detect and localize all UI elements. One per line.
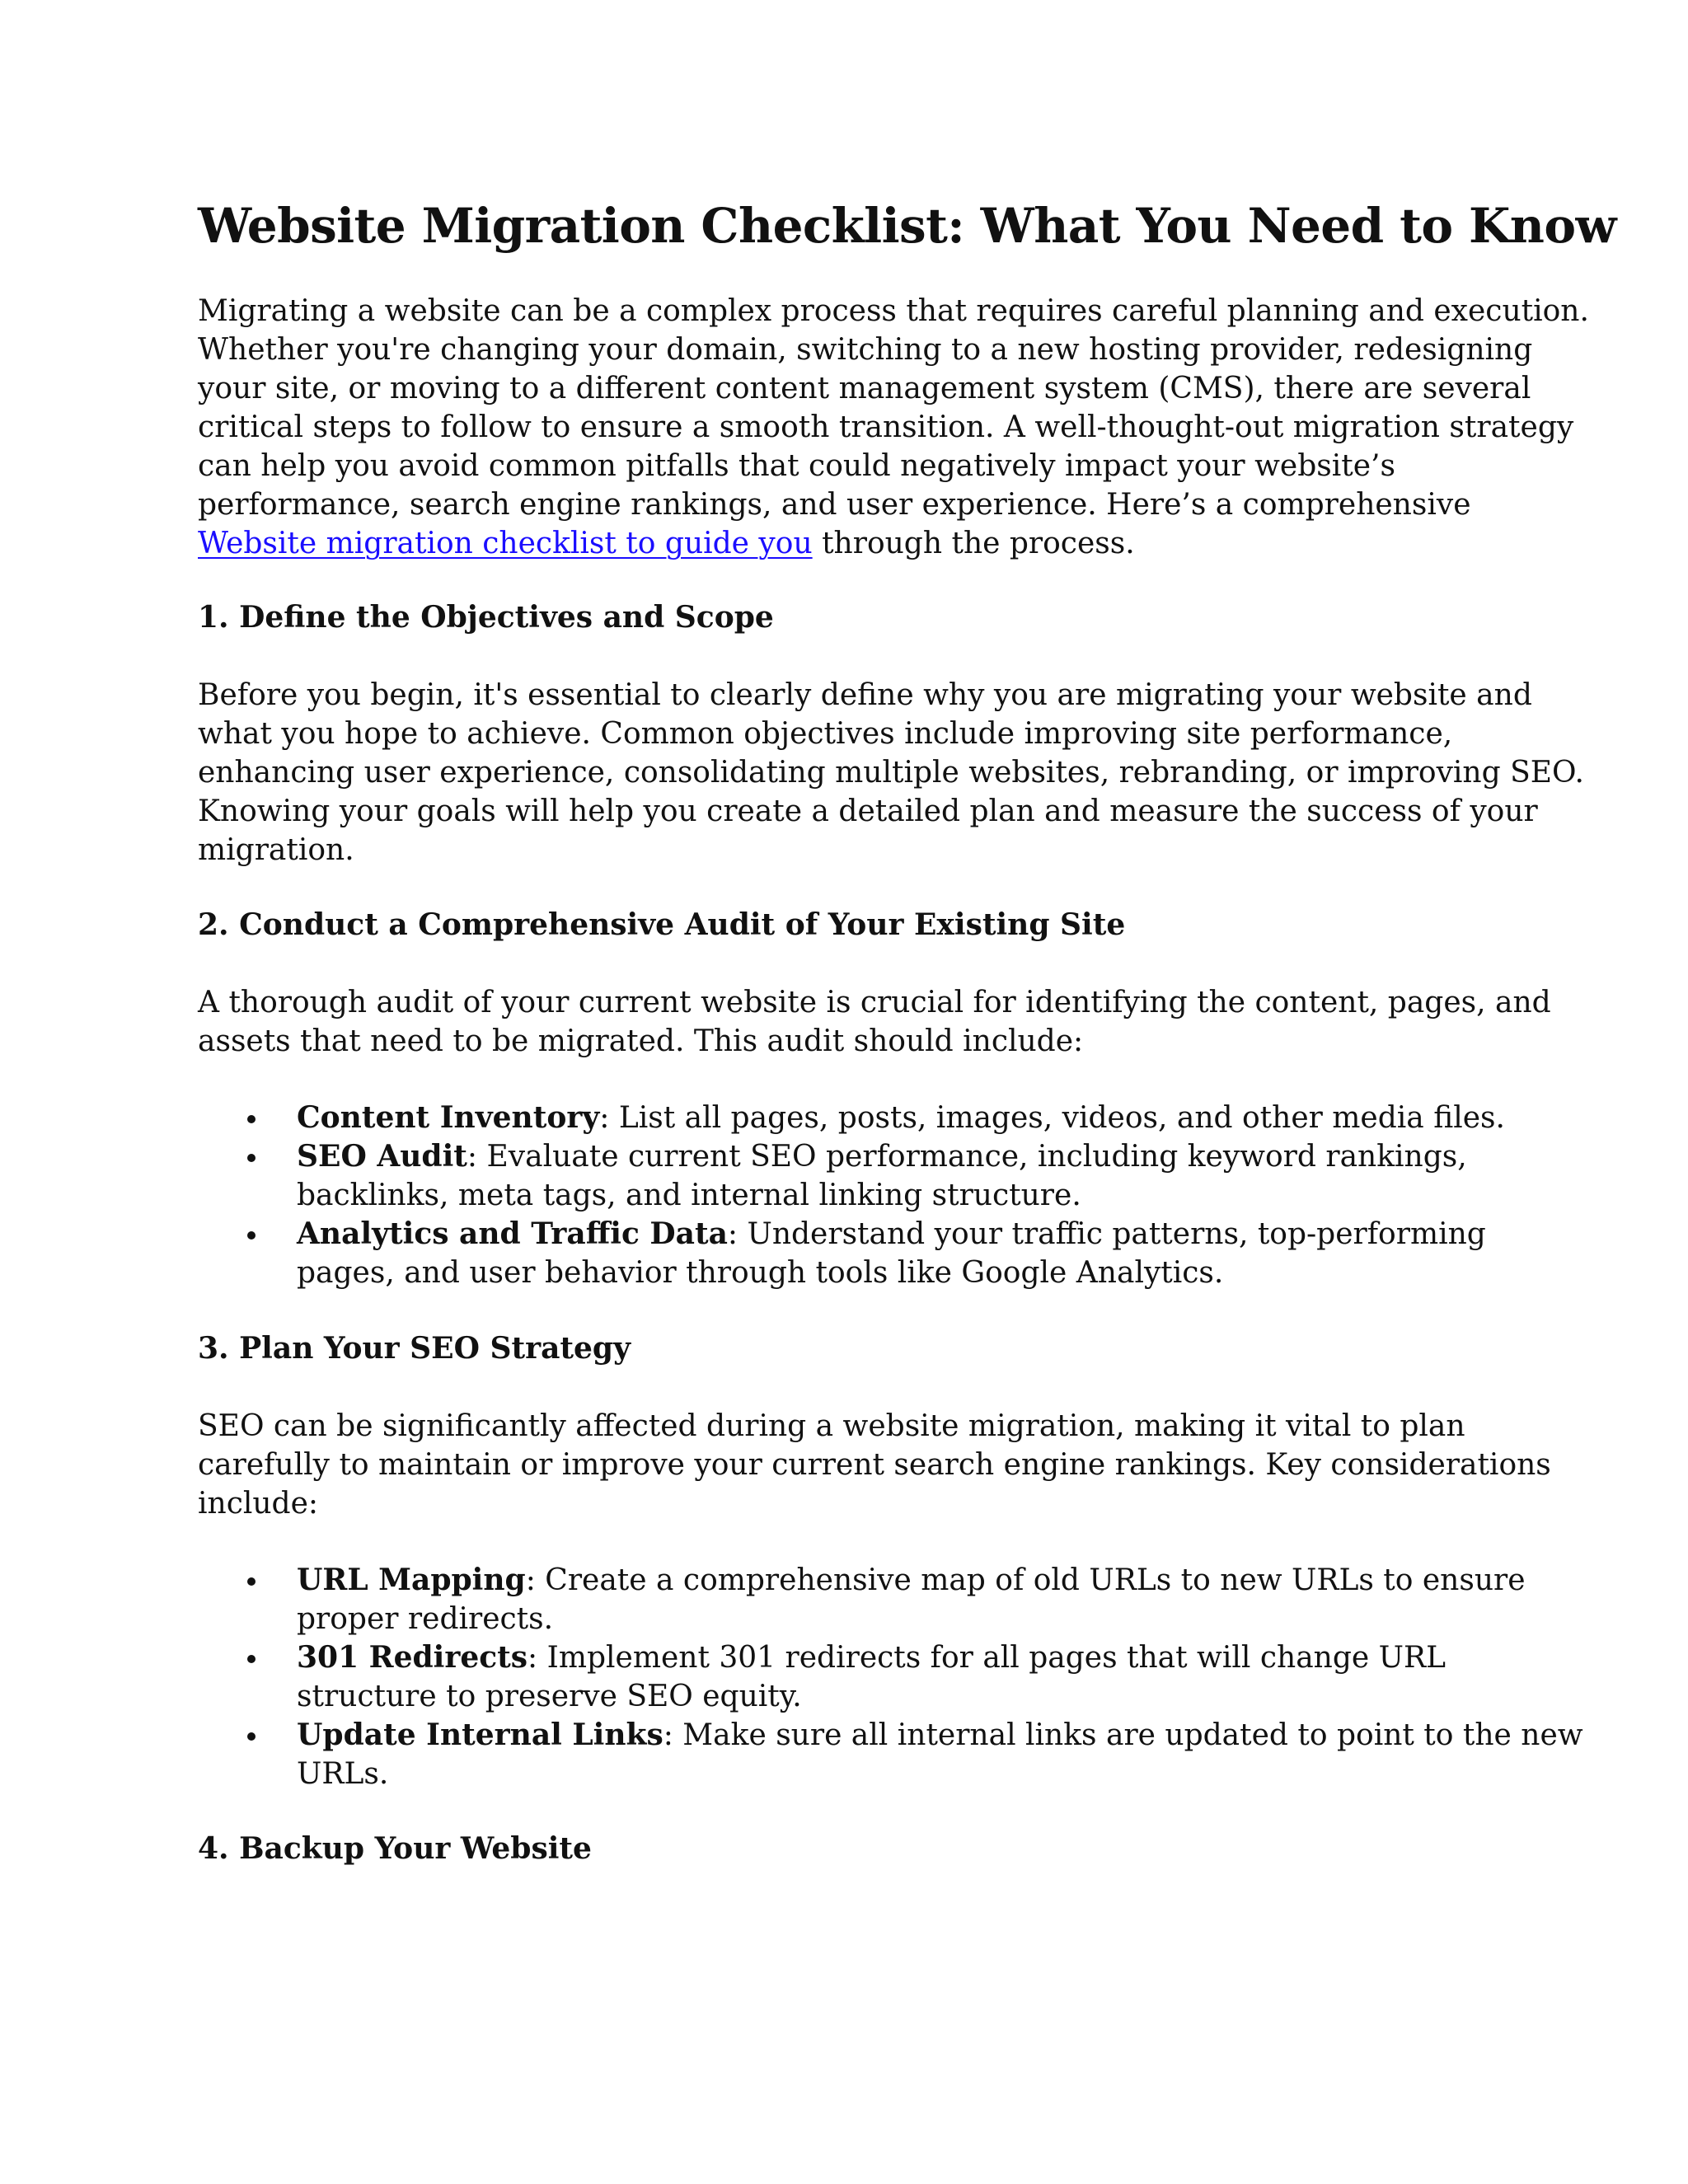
list-item-line: URLs. (297, 1757, 389, 1791)
section-heading-backup: 4. Backup Your Website (198, 1831, 592, 1866)
seo-strategy-paragraph (198, 1407, 1551, 1523)
list-item-text: : Understand your traffic patterns, top-performing (727, 1217, 1486, 1251)
intro-line: Migrating a website can be a complex process that requires careful planning and execution. (198, 294, 1589, 328)
list-item-301-redirects (198, 1638, 1508, 1716)
seo-checklist (198, 1561, 1583, 1793)
intro-line: can help you avoid common pitfalls that could negatively impact your website’s (198, 449, 1395, 483)
bullet-icon (247, 1115, 256, 1123)
list-item-line: proper redirects. (297, 1602, 554, 1636)
list-item-term: 301 Redirects (297, 1640, 528, 1675)
paragraph-line: enhancing user experience, consolidating multiple websites, rebranding, or improving SEO. (198, 756, 1584, 790)
bullet-icon (247, 1154, 256, 1162)
section-heading-seo-strategy: 3. Plan Your SEO Strategy (198, 1331, 631, 1366)
list-item-text: : Create a comprehensive map of old URLs to new URLs to ensure (525, 1563, 1526, 1597)
paragraph-line: what you hope to achieve. Common objectives include improving site performance, (198, 717, 1453, 751)
intro-paragraph (198, 292, 1589, 563)
list-item-text: : Implement 301 redirects for all pages that will change URL (528, 1641, 1446, 1675)
list-item-text: : List all pages, posts, images, videos, and other media files. (599, 1101, 1505, 1135)
list-item-line (297, 1099, 1508, 1137)
document-title: Website Migration Checklist: What You Need to Know (198, 198, 1616, 254)
section-heading-objectives: 1. Define the Objectives and Scope (198, 600, 774, 635)
paragraph-line: carefully to maintain or improve your current search engine rankings. Key considerations (198, 1448, 1551, 1482)
paragraph-line: A thorough audit of your current website is crucial for identifying the content, pages, and (198, 986, 1551, 1019)
migration-checklist-link[interactable]: Website migration checklist to guide you (198, 527, 813, 560)
list-item-line: pages, and user behavior through tools like Google Analytics. (297, 1256, 1224, 1290)
intro-line-with-link (198, 524, 1508, 563)
list-item-line (297, 1716, 1583, 1755)
list-item-line: structure to preserve SEO equity. (297, 1680, 802, 1713)
list-item-term: Content Inventory (297, 1100, 600, 1135)
paragraph-line: Before you begin, it's essential to clearly define why you are migrating your website and (198, 678, 1532, 712)
list-item-line (297, 1137, 1508, 1176)
list-item-term: URL Mapping (297, 1563, 526, 1597)
list-item-seo-audit (198, 1137, 1508, 1215)
list-item-url-mapping (198, 1561, 1526, 1638)
intro-link-suffix: through the process. (812, 527, 1135, 560)
paragraph-line: Knowing your goals will help you create a detailed plan and measure the success of your (198, 794, 1538, 828)
bullet-icon (247, 1655, 256, 1663)
list-item-content-inventory (198, 1099, 1508, 1137)
list-item-line (297, 1561, 1526, 1600)
list-item-text: : Evaluate current SEO performance, including keyword rankings, (467, 1140, 1467, 1174)
section-heading-audit: 2. Conduct a Comprehensive Audit of Your Existing Site (198, 907, 1126, 942)
paragraph-line: assets that need to be migrated. This audit should include: (198, 1024, 1084, 1058)
list-item-internal-links (198, 1716, 1583, 1793)
bullet-icon (247, 1231, 256, 1240)
bullet-icon (247, 1732, 256, 1741)
intro-line: critical steps to follow to ensure a smooth transition. A well-thought-out migration strategy (198, 410, 1574, 444)
bullet-icon (247, 1577, 256, 1586)
intro-line: Whether you're changing your domain, switching to a new hosting provider, redesigning (198, 333, 1533, 367)
intro-line: performance, search engine rankings, and user experience. Here’s a comprehensive (198, 488, 1471, 522)
list-item-text: : Make sure all internal links are updated to point to the new (663, 1718, 1583, 1752)
list-item-term: Analytics and Traffic Data (297, 1216, 728, 1251)
list-item-line (297, 1638, 1508, 1677)
audit-paragraph (198, 983, 1551, 1061)
audit-checklist (198, 1099, 1508, 1292)
list-item-line (297, 1215, 1508, 1254)
list-item-term: SEO Audit (297, 1139, 467, 1174)
paragraph-line: include: (198, 1487, 319, 1521)
paragraph-line: migration. (198, 833, 354, 867)
list-item-term: Update Internal Links (297, 1718, 663, 1752)
intro-line: your site, or moving to a different content management system (CMS), there are several (198, 372, 1531, 405)
list-item-analytics (198, 1215, 1508, 1292)
objectives-paragraph (198, 676, 1584, 869)
paragraph-line: SEO can be significantly affected during a website migration, making it vital to plan (198, 1409, 1465, 1443)
list-item-line: backlinks, meta tags, and internal linking structure. (297, 1179, 1081, 1212)
